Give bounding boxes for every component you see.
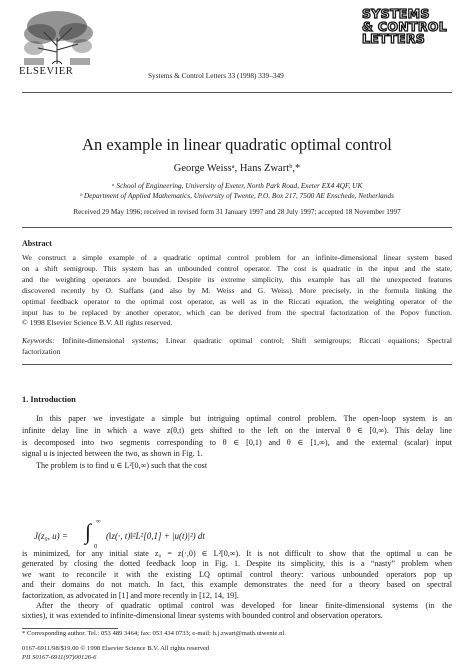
intro-paragraph-1 [22, 413, 452, 472]
abstract-line: © 1998 Elsevier Science B.V. All rights reserved. [22, 318, 173, 328]
received-dates: Received 29 May 1996; received in revised form 31 January 1997 and 28 July 1997; accepted 18 November 1997 [73, 208, 401, 216]
journal-logo-line: & CONTROL [362, 18, 447, 34]
section-heading: 1. Introduction [22, 395, 76, 404]
intro-line: and their domains do not match. In fact, this example demonstrates the need for a theory based on spectral [22, 580, 452, 590]
abstract-bottom-rule [22, 364, 452, 365]
abstract-line: We construct a simple example of a quadratic optimal control problem for an infinite-dimensional linear system based [22, 253, 452, 262]
abstract-line: discovered recently by O. Staffans (and also by M. Weiss and G. Weiss). More precisely, in the formula linking the [22, 285, 452, 295]
journal-logo [362, 8, 462, 46]
abstract-text [22, 253, 452, 329]
journal-logo-line: LETTERS [362, 31, 426, 46]
keywords-label: Keywords: [22, 336, 55, 345]
affiliation-a: ᵃ School of Engineering, University of Exeter, North Park Road, Exeter EX4 4QF, UK [111, 181, 363, 190]
paper-authors: George Weissᵃ, Hans Zwartᵇ,* [173, 163, 301, 174]
keywords-text-cont: factorization [22, 346, 61, 356]
publisher-name: ELSEVIER [19, 66, 74, 77]
intro-line: The problem is to find u ∈ L²[0,∞) such that the cost [36, 461, 208, 471]
equation-rhs: (‖z(·, t)‖²L²[0,1] + |u(t)|²) dt [106, 531, 205, 541]
abstract-line: optimal feedback operator to the optimal cost operator, as well as in the Riccati equation, the weighting operator of the [22, 296, 452, 306]
intro-line: infinite delay line in which a wave z(θ,t) gets shifted to the left on the interval θ ∈ [0,∞). This delay line [22, 425, 452, 435]
integral-upper-limit: ∞ [96, 518, 101, 525]
intro-line: factorization, as advocated in [1] and more recently in [12, 14, 19]. [22, 590, 239, 600]
issn-line: 0167-6911/98/$19.00 © 1998 Elsevier Science B.V. All rights reserved [22, 645, 210, 652]
intro-paragraph-3 [22, 549, 452, 622]
pii-line: PII S0167-6911(97)00126-6 [22, 654, 97, 661]
abstract-heading: Abstract [22, 239, 52, 248]
integral-sign: ∫ [85, 519, 92, 544]
footnote: * Corresponding author. Tel.: 053 489 3464; fax: 053 434 0733; e-mail: h.j.zwart@math.utwente.nl. [22, 630, 286, 637]
equation-lhs: J(z₀, u) = [34, 531, 68, 541]
intro-line: we want to reconcile it with the existing LQ optimal control theory: various unbounded operators pop up [22, 569, 452, 579]
footnote-rule [22, 628, 118, 629]
abstract-line: and the weighting operators are bounded. Despite its extreme simplicity, this example has all the unexpected features [22, 274, 452, 284]
paper-title: An example in linear quadratic optimal control [82, 135, 392, 154]
header-rule [22, 92, 452, 93]
journal-logo-line: SYSTEMS [362, 6, 430, 21]
abstract-line: input has to be replaced by another operator, which can be derived from the spectral factorization of the Popov function. [22, 307, 452, 317]
keywords [22, 336, 452, 358]
abstract-line: on a shift semigroup. This system has an unbounded control operator. The cost is quadratic in the input and the state, [22, 263, 452, 273]
intro-line: sixties), it was extended to infinite-dimensional linear systems with bounded control and observation operators. [22, 611, 383, 621]
intro-line: After the theory of quadratic optimal control was developed for linear finite-dimensional systems (in the [36, 601, 452, 611]
intro-line: generated by closing the dotted feedback loop in Fig. 1. Despite its simplicity, this is a “nasty” problem when [22, 559, 452, 569]
integral-lower-limit: 0 [94, 543, 98, 550]
abstract-top-rule [22, 227, 452, 228]
affiliation-b: ᵇ Department of Applied Mathematics, University of Twente, P.O. Box 217, 7500 AE Enschede, Netherlands [80, 191, 394, 200]
journal-citation: Systems & Control Letters 33 (1998) 339–349 [148, 71, 284, 80]
intro-line: is minimized, for any initial state z₀ = z(·,0) ∈ L²[0,∞). It is not difficult to show that the optimal u can be [22, 549, 452, 558]
intro-line: is decomposed into two segments corresponding to θ ∈ [0,1) and θ ∈ [1,∞), and the external (scalar) input [22, 437, 452, 447]
keywords-text: Infinite-dimensional systems; Linear quadratic optimal control; Shift semigroups; Riccati equations; Spectral [62, 336, 452, 345]
intro-line: signal u is injected between the two, as shown in Fig. 1. [22, 449, 203, 459]
intro-line: In this paper we investigate a simple but intriguing optimal control problem. The open-loop system is an [36, 414, 452, 423]
